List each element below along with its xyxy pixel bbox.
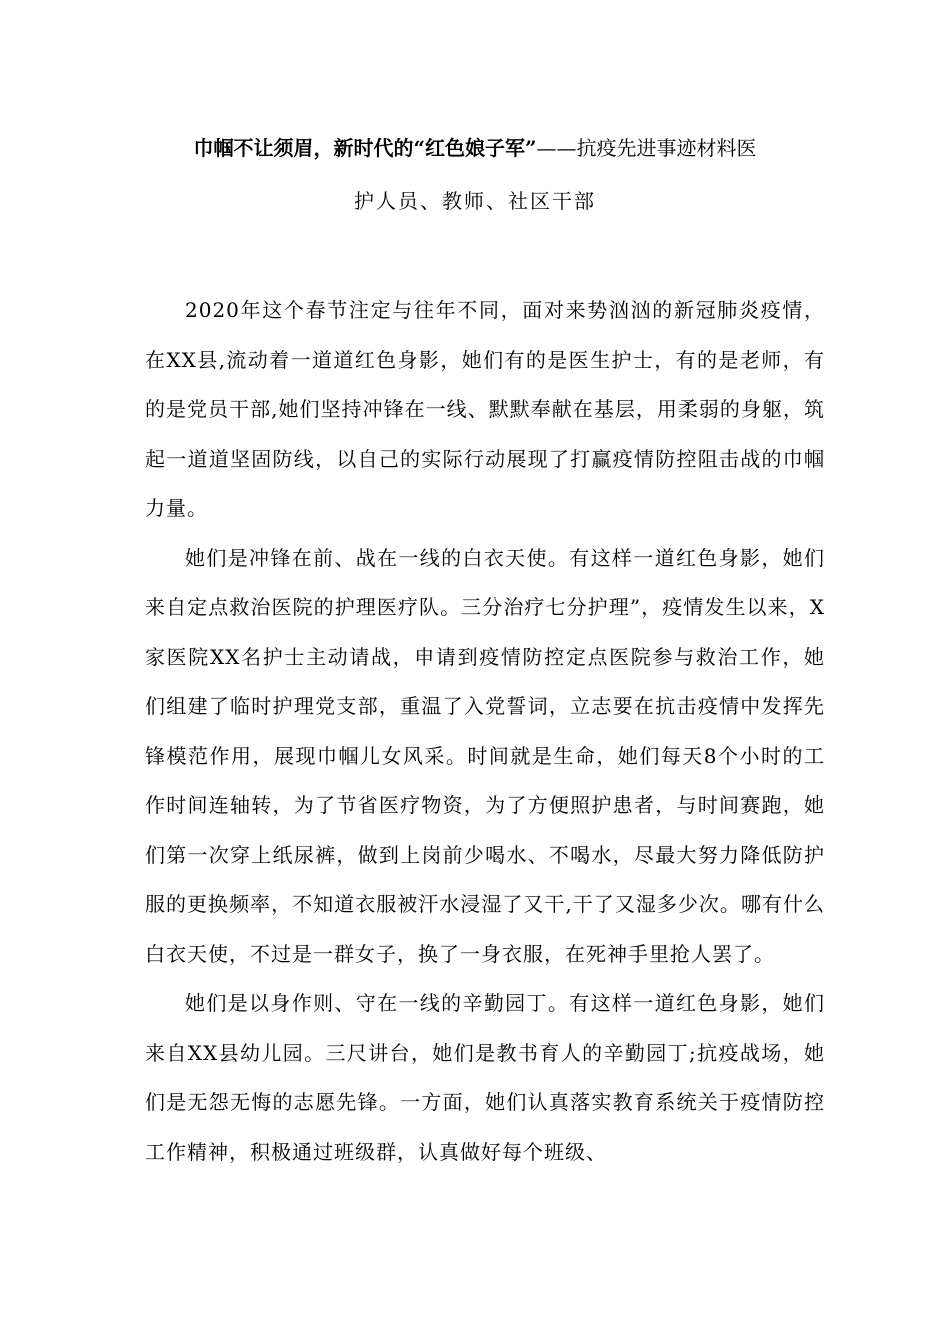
paragraph-text: 有这样一道红色身影，她们来自XX县幼儿园。三尺讲台，她们是教书育人的辛勤园丁;抗疫战场，她们是无怨无悔的志愿先锋。一方面，她们认真落实教育系统关于疫情防控工作精神，积极通过班级群，认真做好每个班级、: [145, 991, 826, 1164]
title-main: 巾帼不让须眉，新时代的“红色娘子军”: [193, 136, 537, 160]
document-title-line-1: [120, 133, 830, 163]
paragraph-intro: [145, 286, 825, 534]
paragraph-text: 2020年这个春节注定与往年不同，面对来势汹汹的新冠肺炎疫情，在XX县,流动着一道道红色身影，她们有的是医生护士，有的是老师，有的是党员干部,她们坚持冲锋在一线、默默奉献在基层，用柔弱的身躯，筑起一道道坚固防线，以自己的实际行动展现了打赢疫情防控阻击战的巾帼力量。: [145, 298, 825, 520]
title-subtitle-part: ——抗疫先进事迹材料医: [536, 136, 757, 160]
document-title-line-2: 护人员、教师、社区干部: [354, 189, 596, 213]
paragraph-lead: 她们是冲锋在前、战在一线的白衣天使。: [185, 545, 570, 570]
paragraph-teachers: [145, 979, 825, 1177]
paragraph-lead: 她们是以身作则、守在一线的辛勤园丁。: [185, 991, 570, 1015]
paragraph-medical-staff: [145, 534, 825, 980]
document-body: [145, 286, 825, 1177]
paragraph-text: 有这样一道红色身影，她们来自定点救治医院的护理医疗队。三分治疗七分护理”，疫情发生以来，X家医院XX名护士主动请战，申请到疫情防控定点医院参与救治工作，她们组建了临时护理党支部，重温了入党誓词，立志要在抗击疫情中发挥先锋模范作用，展现巾帼儿女风采。时间就是生命，她们每天8个小时的工作时间连轴转，为了节省医疗物资，为了方便照护患者，与时间赛跑，她们第一次穿上纸尿裤，做到上岗前少喝水、不喝水，尽最大努力降低防护服的更换频率，不知道衣服被汗水浸湿了又干,干了又湿多少次。哪有什么白衣天使，不过是一群女子，换了一身衣服，在死神手里抢人罢了。: [145, 545, 826, 966]
